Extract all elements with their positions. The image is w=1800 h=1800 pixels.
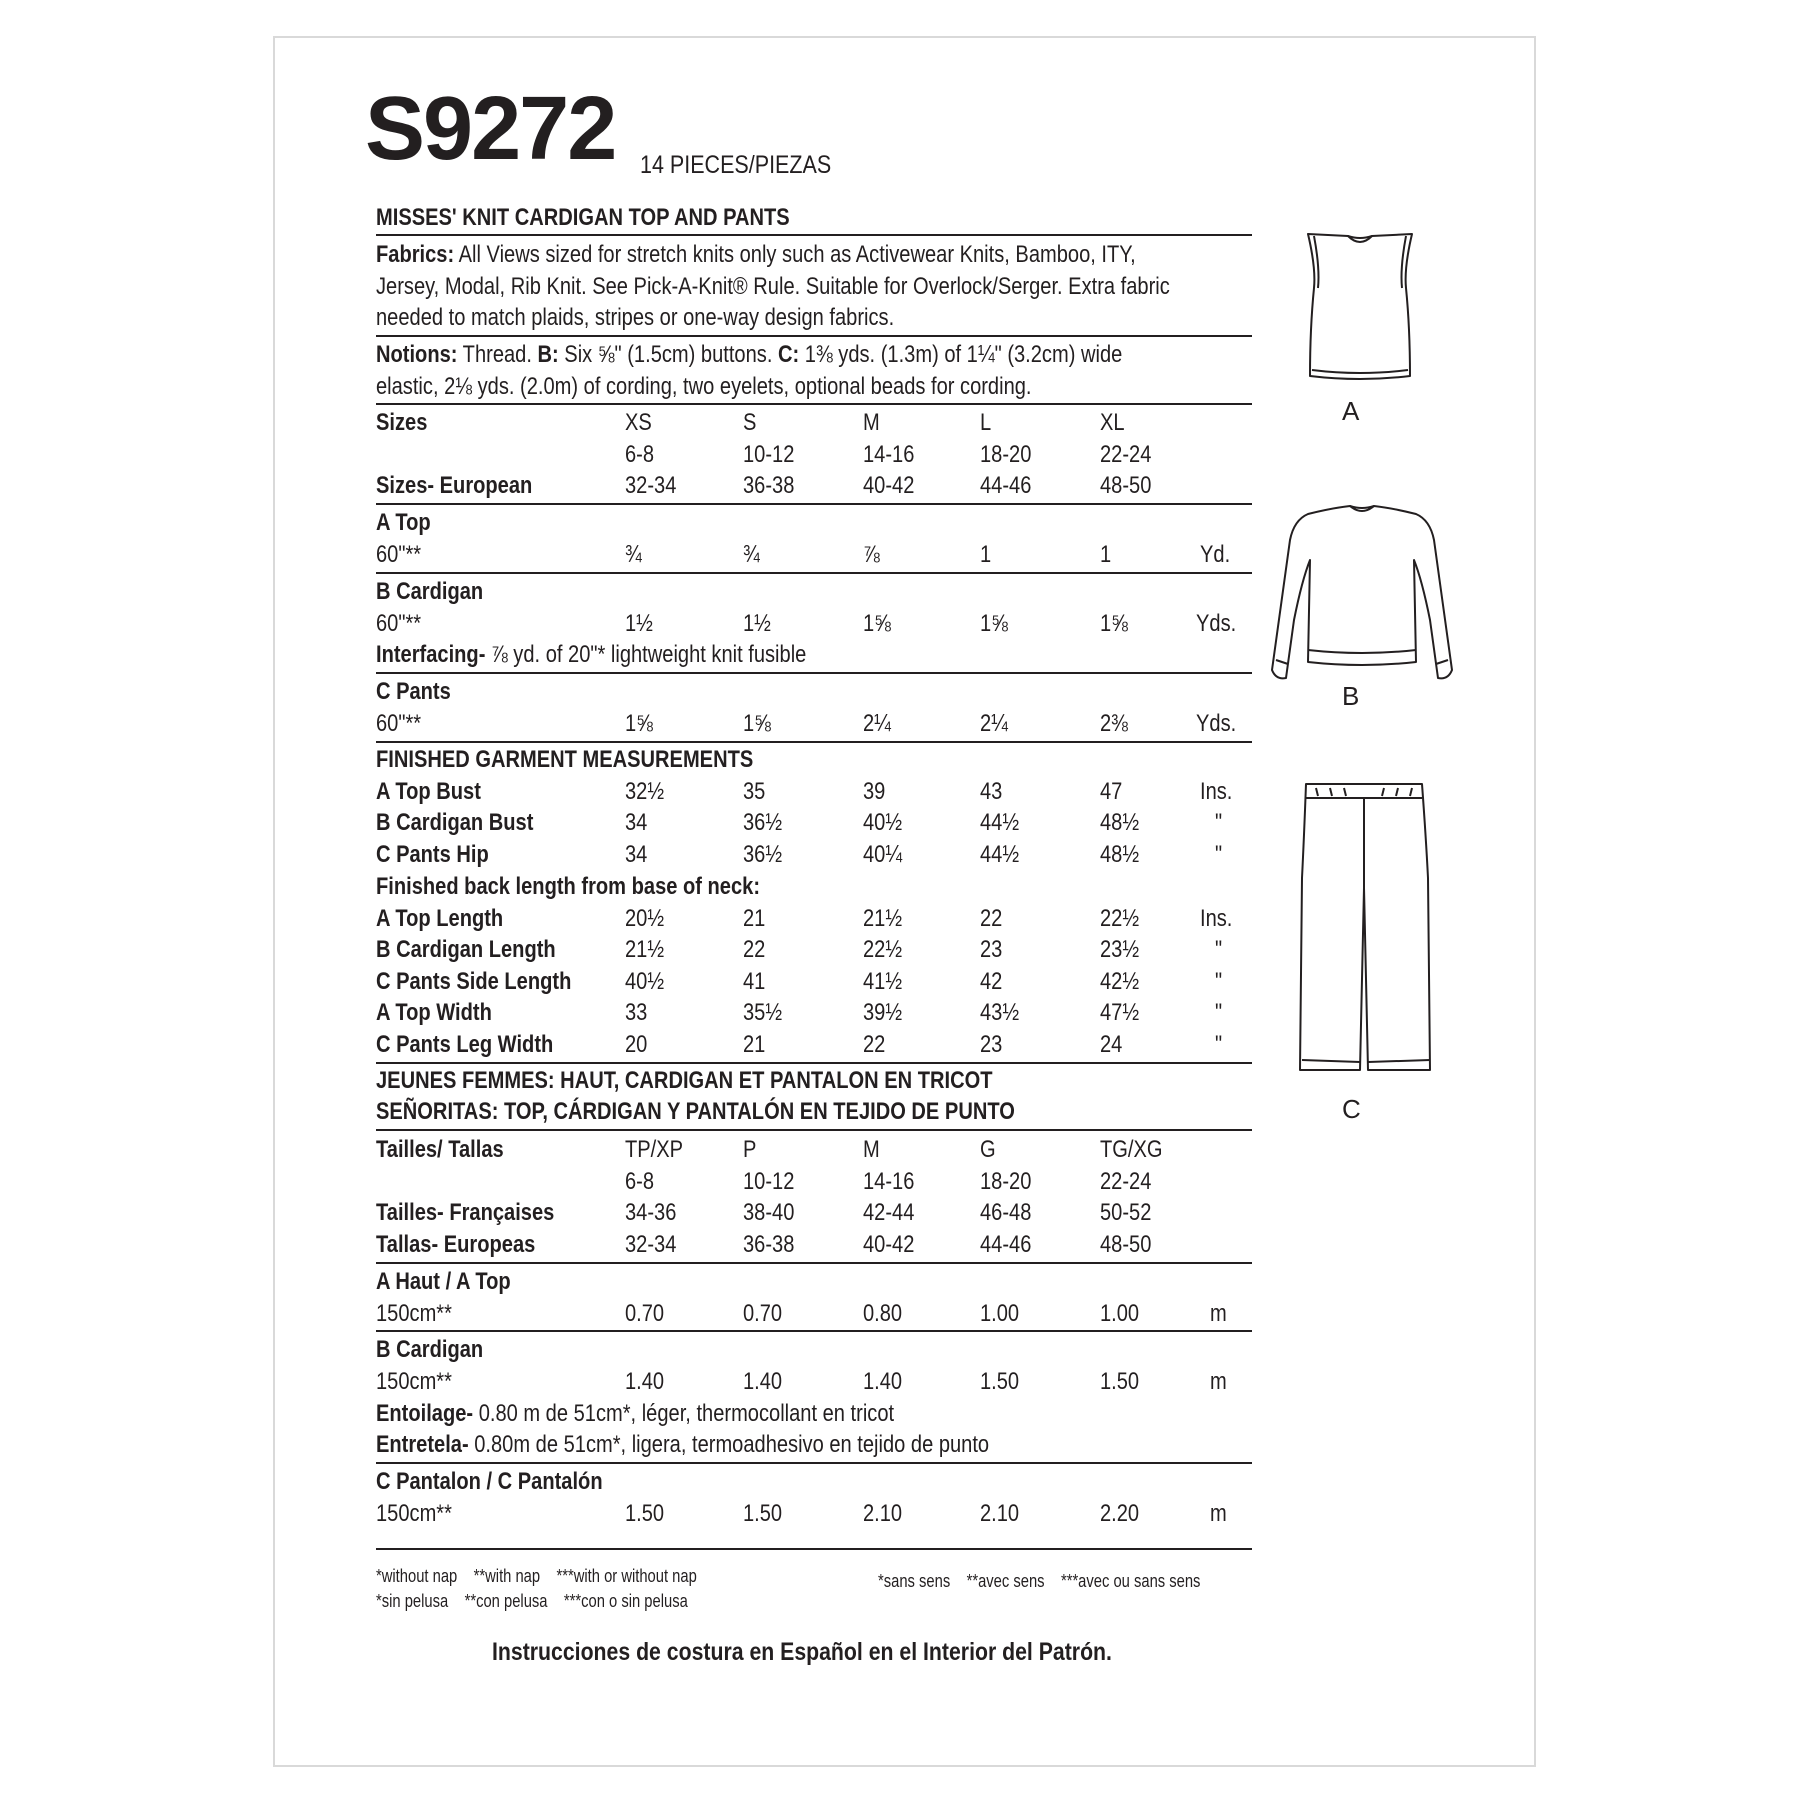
notions-text-c: 1⅜ yds. (1.3m) of 1¼" (3.2cm) wide: [799, 341, 1123, 368]
size-code: P: [743, 1136, 757, 1163]
measure-unit: ": [1215, 968, 1223, 995]
yardage-a-width: 60"**: [376, 541, 422, 568]
measure-value: 24: [1100, 1031, 1123, 1058]
view-a-label: A: [1342, 396, 1360, 426]
measure-value: 47: [1100, 778, 1123, 805]
notions-b-label: B:: [537, 341, 559, 368]
metric-value: 1.50: [625, 1500, 665, 1527]
yardage-unit: Yd.: [1200, 541, 1231, 568]
yardage-c-label: C Pants: [376, 678, 451, 705]
measure-value: 40½: [625, 968, 665, 995]
measure-value: 36½: [743, 841, 783, 868]
sizes-label: Sizes: [376, 409, 428, 436]
measure-label: A Top Width: [376, 999, 492, 1026]
measure-value: 44½: [980, 809, 1020, 836]
notions-label: Notions:: [376, 341, 458, 368]
measure-label: A Top Length: [376, 905, 504, 932]
measure-value: 34: [625, 809, 648, 836]
yardage-unit: Yds.: [1196, 710, 1237, 737]
fabrics-line-3: needed to match plaids, stripes or one-way design fabrics.: [376, 304, 895, 331]
size-french: 50-52: [1100, 1199, 1152, 1226]
metric-value: 1.50: [743, 1500, 783, 1527]
size-spanish: 48-50: [1100, 1231, 1152, 1258]
yardage-value: 1⅝: [1100, 610, 1128, 637]
metric-value: 1.40: [863, 1368, 903, 1395]
piece-count: 14 PIECES/PIEZAS: [640, 151, 832, 179]
measure-unit: ": [1215, 999, 1223, 1026]
measure-unit: ": [1215, 1031, 1223, 1058]
entretela-text: 0.80m de 51cm*, ligera, termoadhesivo en tejido de punto: [468, 1431, 990, 1458]
size-french: 38-40: [743, 1199, 795, 1226]
size-range: 10-12: [743, 441, 795, 468]
notions-line-1: [376, 343, 1122, 368]
metric-value: 2.10: [980, 1500, 1020, 1527]
size-european: 36-38: [743, 472, 795, 499]
fabrics-text-1: All Views sized for stretch knits only such as Activewear Knits, Bamboo, ITY,: [454, 241, 1136, 268]
divider: [376, 741, 1252, 743]
french-title: JEUNES FEMMES: HAUT, CARDIGAN ET PANTALON EN TRICOT: [376, 1067, 993, 1094]
metric-value: 1.00: [1100, 1300, 1140, 1327]
measure-value: 22: [980, 905, 1003, 932]
measure-value: 41½: [863, 968, 903, 995]
yardage-value: 1½: [743, 610, 771, 637]
metric-value: 1.40: [625, 1368, 665, 1395]
divider: [376, 1548, 1252, 1550]
size-range: 18-20: [980, 1168, 1032, 1195]
spanish-instructions-note: Instrucciones de costura en Español en el Interior del Patrón.: [492, 1638, 1112, 1666]
measure-value: 34: [625, 841, 648, 868]
size-code: XS: [625, 409, 652, 436]
divider: [376, 335, 1252, 337]
size-european: 32-34: [625, 472, 677, 499]
yardage-value: ¾: [625, 541, 642, 568]
measure-value: 21½: [863, 905, 903, 932]
yardage-unit: Yds.: [1196, 610, 1237, 637]
size-spanish: 44-46: [980, 1231, 1032, 1258]
metric-a-label: A Haut / A Top: [376, 1268, 511, 1295]
divider: [376, 672, 1252, 674]
metric-unit: m: [1210, 1500, 1227, 1527]
measure-value: 48½: [1100, 841, 1140, 868]
yardage-value: 1⅝: [743, 710, 771, 737]
spanish-title: SEÑORITAS: TOP, CÁRDIGAN Y PANTALÓN EN TEJIDO DE PUNTO: [376, 1098, 1015, 1125]
metric-value: 0.80: [863, 1300, 903, 1327]
measure-value: 21½: [625, 936, 665, 963]
size-range: 14-16: [863, 1168, 915, 1195]
fabrics-label: Fabrics:: [376, 241, 455, 268]
metric-value: 1.40: [743, 1368, 783, 1395]
measure-value: 22: [743, 936, 766, 963]
view-c-label: C: [1342, 1094, 1361, 1124]
measure-value: 22: [863, 1031, 886, 1058]
divider: [376, 1262, 1252, 1264]
size-code: TG/XG: [1100, 1136, 1163, 1163]
metric-b-label: B Cardigan: [376, 1336, 484, 1363]
footnote-spanish: *sin pelusa **con pelusa ***con o sin pelusa: [376, 1591, 688, 1611]
yardage-value: 2⅜: [1100, 710, 1128, 737]
measure-value: 23: [980, 936, 1003, 963]
size-spanish: 40-42: [863, 1231, 915, 1258]
notions-line-2: elastic, 2⅛ yds. (2.0m) of cording, two eyelets, optional beads for cording.: [376, 373, 1032, 400]
finished-subheading: Finished back length from base of neck:: [376, 873, 761, 900]
yardage-b-width: 60"**: [376, 610, 422, 637]
measure-label: C Pants Hip: [376, 841, 489, 868]
entretela-line: [376, 1433, 989, 1458]
size-range: 18-20: [980, 441, 1032, 468]
size-european: 40-42: [863, 472, 915, 499]
yardage-value: 2¼: [980, 710, 1008, 737]
size-european: 48-50: [1100, 472, 1152, 499]
divider: [376, 234, 1252, 236]
metric-value: 2.10: [863, 1500, 903, 1527]
footnote-english: *without nap **with nap ***with or without nap: [376, 1566, 697, 1586]
yardage-value: 1⅝: [625, 710, 653, 737]
divider: [376, 572, 1252, 574]
size-range: 10-12: [743, 1168, 795, 1195]
measure-value: 43½: [980, 999, 1020, 1026]
divider: [376, 1129, 1252, 1131]
measure-label: C Pants Leg Width: [376, 1031, 554, 1058]
size-range: 14-16: [863, 441, 915, 468]
view-b-cardigan-sketch: [1262, 500, 1462, 686]
metric-value: 1.50: [980, 1368, 1020, 1395]
entretela-label: Entretela-: [376, 1431, 469, 1458]
finished-heading: FINISHED GARMENT MEASUREMENTS: [376, 746, 754, 773]
measure-value: 22½: [1100, 905, 1140, 932]
footnote-french: *sans sens **avec sens ***avec ou sans sens: [878, 1571, 1201, 1591]
divider: [376, 403, 1252, 405]
measure-value: 32½: [625, 778, 665, 805]
yardage-value: 1⅝: [980, 610, 1008, 637]
entoilage-line: [376, 1402, 894, 1427]
fabrics-line-1: [376, 243, 1136, 268]
metric-unit: m: [1210, 1300, 1227, 1327]
size-french: 34-36: [625, 1199, 677, 1226]
measure-label: B Cardigan Length: [376, 936, 556, 963]
measure-label: C Pants Side Length: [376, 968, 572, 995]
size-code: TP/XP: [625, 1136, 684, 1163]
view-a-top-sketch: [1300, 228, 1420, 398]
size-range: 6-8: [625, 1168, 655, 1195]
yardage-b-label: B Cardigan: [376, 578, 484, 605]
metric-value: 1.50: [1100, 1368, 1140, 1395]
measure-value: 20: [625, 1031, 648, 1058]
size-french: 42-44: [863, 1199, 915, 1226]
metric-c-label: C Pantalon / C Pantalón: [376, 1468, 603, 1495]
size-range: 6-8: [625, 441, 655, 468]
yardage-value: 1: [980, 541, 992, 568]
measure-value: 43: [980, 778, 1003, 805]
measure-value: 22½: [863, 936, 903, 963]
yardage-value: 1½: [625, 610, 653, 637]
metric-value: 2.20: [1100, 1500, 1140, 1527]
measure-value: 21: [743, 905, 766, 932]
size-code: S: [743, 409, 757, 436]
measure-value: 47½: [1100, 999, 1140, 1026]
measure-value: 44½: [980, 841, 1020, 868]
yardage-value: ⅞: [863, 541, 880, 568]
measure-value: 39: [863, 778, 886, 805]
size-code: G: [980, 1136, 996, 1163]
size-code: XL: [1100, 409, 1125, 436]
size-spanish: 36-38: [743, 1231, 795, 1258]
notions-text-b: Six ⅝" (1.5cm) buttons.: [558, 341, 778, 368]
measure-value: 39½: [863, 999, 903, 1026]
french-sizes-label: Tailles- Françaises: [376, 1199, 555, 1226]
metric-b-width: 150cm**: [376, 1368, 452, 1395]
fabrics-line-2: Jersey, Modal, Rib Knit. See Pick-A-Knit® Rule. Suitable for Overlock/Serger. Extra fabric: [376, 273, 1170, 300]
size-european: 44-46: [980, 472, 1032, 499]
interfacing-line: [376, 643, 806, 668]
measure-unit: ": [1215, 809, 1223, 836]
notions-text-a: Thread.: [457, 341, 538, 368]
pattern-title: MISSES' KNIT CARDIGAN TOP AND PANTS: [376, 204, 790, 231]
size-code: M: [863, 1136, 880, 1163]
measure-value: 40½: [863, 809, 903, 836]
size-spanish: 32-34: [625, 1231, 677, 1258]
size-french: 46-48: [980, 1199, 1032, 1226]
yardage-value: 2¼: [863, 710, 891, 737]
measure-value: 23: [980, 1031, 1003, 1058]
metric-c-width: 150cm**: [376, 1500, 452, 1527]
sizes-european-label: Sizes- European: [376, 472, 533, 499]
pattern-number: S9272: [365, 79, 616, 179]
measure-value: 35½: [743, 999, 783, 1026]
yardage-value: ¾: [743, 541, 760, 568]
size-range: 22-24: [1100, 441, 1152, 468]
measure-unit: Ins.: [1200, 778, 1233, 805]
measure-unit: ": [1215, 841, 1223, 868]
measure-value: 48½: [1100, 809, 1140, 836]
measure-value: 36½: [743, 809, 783, 836]
metric-a-width: 150cm**: [376, 1300, 452, 1327]
yardage-c-width: 60"**: [376, 710, 422, 737]
measure-label: A Top Bust: [376, 778, 481, 805]
measure-value: 40¼: [863, 841, 903, 868]
measure-value: 42: [980, 968, 1003, 995]
measure-unit: ": [1215, 936, 1223, 963]
yardage-value: 1⅝: [863, 610, 891, 637]
divider: [376, 503, 1252, 505]
measure-value: 42½: [1100, 968, 1140, 995]
notions-c-label: C:: [777, 341, 800, 368]
divider: [376, 1330, 1252, 1332]
size-code: L: [980, 409, 992, 436]
metric-value: 1.00: [980, 1300, 1020, 1327]
measure-label: B Cardigan Bust: [376, 809, 534, 836]
entoilage-label: Entoilage-: [376, 1400, 474, 1427]
size-range: 22-24: [1100, 1168, 1152, 1195]
view-c-pants-sketch: [1296, 778, 1432, 1078]
view-b-label: B: [1342, 681, 1360, 711]
size-code: M: [863, 409, 880, 436]
interfacing-label: Interfacing-: [376, 641, 486, 668]
entoilage-text: 0.80 m de 51cm*, léger, thermocollant en tricot: [473, 1400, 895, 1427]
metric-value: 0.70: [743, 1300, 783, 1327]
metric-value: 0.70: [625, 1300, 665, 1327]
divider: [376, 1062, 1252, 1064]
measure-value: 23½: [1100, 936, 1140, 963]
spanish-sizes-label: Tallas- Europeas: [376, 1231, 536, 1258]
metric-sizes-label: Tailles/ Tallas: [376, 1136, 504, 1163]
yardage-a-label: A Top: [376, 509, 431, 536]
measure-value: 33: [625, 999, 648, 1026]
yardage-value: 1: [1100, 541, 1112, 568]
measure-value: 20½: [625, 905, 665, 932]
metric-unit: m: [1210, 1368, 1227, 1395]
measure-value: 21: [743, 1031, 766, 1058]
measure-value: 41: [743, 968, 766, 995]
measure-value: 35: [743, 778, 766, 805]
divider: [376, 1462, 1252, 1464]
interfacing-text: ⅞ yd. of 20"* lightweight knit fusible: [485, 641, 807, 668]
measure-unit: Ins.: [1200, 905, 1233, 932]
